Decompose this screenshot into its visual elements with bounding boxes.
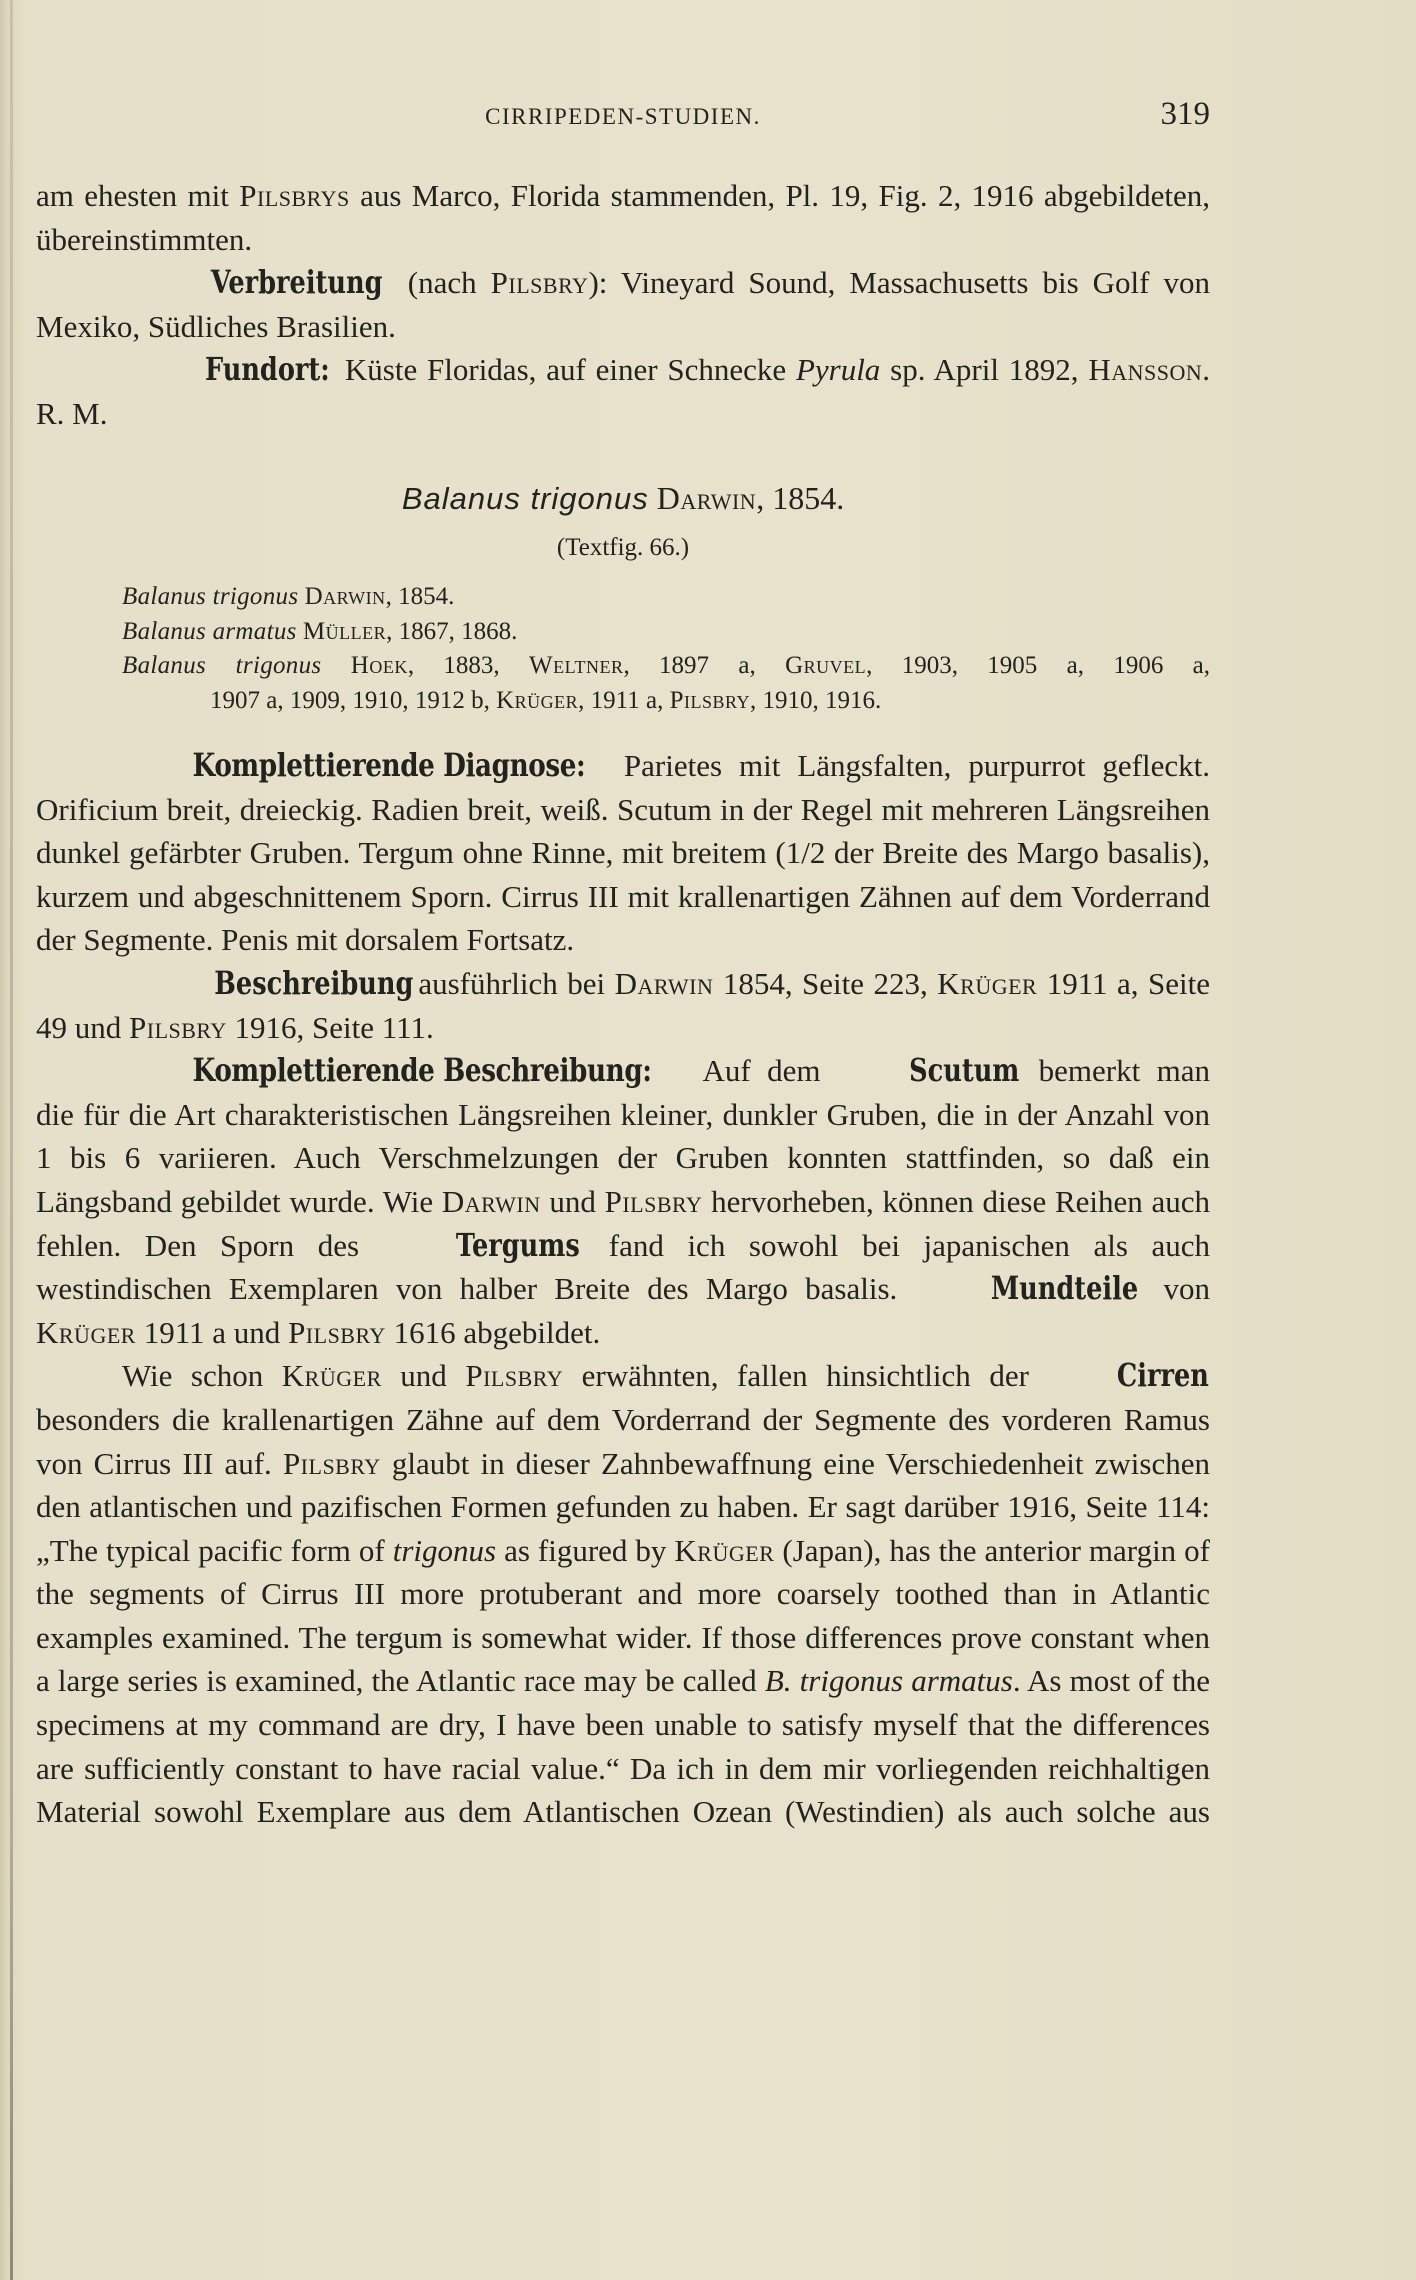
running-title: CIRRIPEDEN-STUDIEN.: [485, 104, 761, 129]
page-edge-shadow: [10, 0, 13, 2280]
beschreibung-paragraph: Beschreibung ausführlich bei Darwin 1854, Seite 223, Krüger 1911 a, Seite 49 und Pilsbry 1916, Seite 111.: [36, 963, 1211, 1045]
author-name: Darwin: [441, 1183, 541, 1219]
verbreitung-paragraph: Verbreitung (nach Pilsbry): Vineyard Sound, Massachusetts bis Golf von Mexiko, Südliches Brasilien.: [36, 263, 1211, 344]
species-heading: Balanus trigonus Darwin, 1854.: [401, 480, 845, 516]
section-heading-verbreitung: Verbreitung: [211, 263, 383, 302]
author-name: Pilsbry: [604, 1183, 703, 1219]
synonymy-entry: Balanus trigonus Darwin, 1854.: [122, 583, 455, 610]
fundort-paragraph: Fundort: Küste Floridas, auf einer Schnecke Pyrula sp. April 1892, Hansson. R. M.: [36, 350, 1211, 431]
synonymy-entry-continued: 1907 a, 1909, 1910, 1912 b, Krüger, 1911 a, Pilsbry, 1910, 1916.: [210, 686, 882, 714]
author-name: Krüger: [281, 1358, 382, 1394]
cirren-paragraph: Wie schon Krüger und Pilsbry erwähnten, fallen hinsichtlich der Cirren besonders die krallenartigen Zähne auf dem Vorderrand der Segmente des vorderen Ramus von Cirrus III auf. Pilsbry glaubt in dieser Zahnbewaffnung eine Verschiedenheit zwischen den atlantischen und pazifischen Formen gefunden zu haben. Er sagt darüber 1916, Seite 114: „The typical pacific form of trigonus as figured by Krüger (Japan), has the anterior margin of the segments of Cirrus III more protuberant and more coarsely toothed than in Atlantic examples examined. The tergum is somewhat wider. If those differences prove constant when a large series is examined, the Atlantic race may be called B. trigonus armatus. As most of the specimens at my command are dry, I have been unable to satisfy myself that the differences are sufficiently constant to have racial value.“ Da ich in dem mir vorliegenden reichhaltigen Material sowohl Exemplare aus dem Atlantischen Ozean (Westindien) als auch solche aus: [36, 1356, 1211, 1830]
author-name: Pilsbry: [129, 1009, 227, 1045]
author-name: Krüger: [36, 1314, 136, 1350]
author-name: Krüger: [937, 965, 1038, 1001]
diagnose-paragraph: Komplettierende Diagnose: Parietes mit Längsfalten, purpurrot gefleckt. Orificium breit, dreieckig. Radien breit, weiß. Scutum in der Regel mit mehreren Längsreihen dunkel gefärbter Gruben. Tergum ohne Rinne, mit breitem (1/2 der Breite des Margo basalis), kurzem und abgeschnittenem Sporn. Cirrus III mit krallenartigen Zähnen auf dem Vorderrand der Segmente. Penis mit dorsalem Fortsatz.: [36, 746, 1210, 958]
subspecies-name: B. trigonus armatus: [764, 1663, 1013, 1699]
author-name: Pilsbry: [465, 1358, 564, 1394]
species-epithet: trigonus: [392, 1532, 497, 1568]
intro-block: [36, 174, 1210, 436]
section-heading-beschreibung: Beschreibung: [214, 963, 414, 1002]
keyword-mundteile: Mundteile: [991, 1269, 1139, 1308]
page-header: [36, 96, 1210, 136]
genus-name: Pyrula: [795, 352, 881, 388]
main-body: [36, 744, 1210, 1834]
komplettierende-beschreibung-paragraph: Komplettierende Beschreibung: Auf dem Scutum bemerkt man die für die Art charakteristischen Längsreihen kleiner, dunkler Gruben, die in der Anzahl von 1 bis 6 variieren. Auch Verschmelzungen der Gruben konnten stattfinden, so daß ein Längsband gebildet wurde. Wie Darwin und Pilsbry hervorheben, können diese Reihen auch fehlen. Den Sporn des Tergums fand ich sowohl bei japanischen als auch westindischen Exemplaren von halber Breite des Margo basalis. Mundteile von Krüger 1911 a und Pilsbry 1616 abgebildet.: [36, 1051, 1211, 1350]
section-heading-diagnose: Komplettierende Diagnose:: [192, 746, 586, 784]
author-name: Hansson: [1088, 352, 1203, 388]
section-heading-komplettierende-beschreibung: Komplettierende Beschreibung:: [192, 1051, 652, 1090]
author-name: Pilsbrys: [239, 178, 350, 213]
synonymy-entry: Balanus trigonus Hoek, 1883, Weltner, 1897 a, Gruvel, 1903, 1905 a, 1906 a,: [122, 652, 1211, 679]
author-name: Pilsbry: [282, 1445, 381, 1481]
section-heading-fundort: Fundort:: [205, 350, 331, 389]
keyword-tergums: Tergums: [456, 1225, 581, 1264]
author-name: Krüger: [674, 1532, 775, 1568]
author-name: Pilsbry: [288, 1314, 386, 1350]
species-author: Darwin: [656, 480, 757, 516]
keyword-cirren: Cirren: [1117, 1356, 1210, 1395]
author-name: Pilsbry: [490, 265, 589, 301]
author-name: Darwin: [614, 965, 714, 1001]
intro-paragraph: am ehesten mit Pilsbrys aus Marco, Florida stammenden, Pl. 19, Fig. 2, 1916 abgebildeten, übereinstimmten.: [36, 178, 1211, 257]
synonymy-entry: Balanus armatus Müller, 1867, 1868.: [122, 617, 518, 645]
keyword-scutum: Scutum: [908, 1051, 1020, 1090]
species-name: Balanus trigonus: [401, 481, 649, 516]
textfig-reference: (Textfig. 66.): [556, 534, 690, 561]
page-number: 319: [1160, 96, 1210, 132]
synonymy-list: [122, 580, 1210, 718]
